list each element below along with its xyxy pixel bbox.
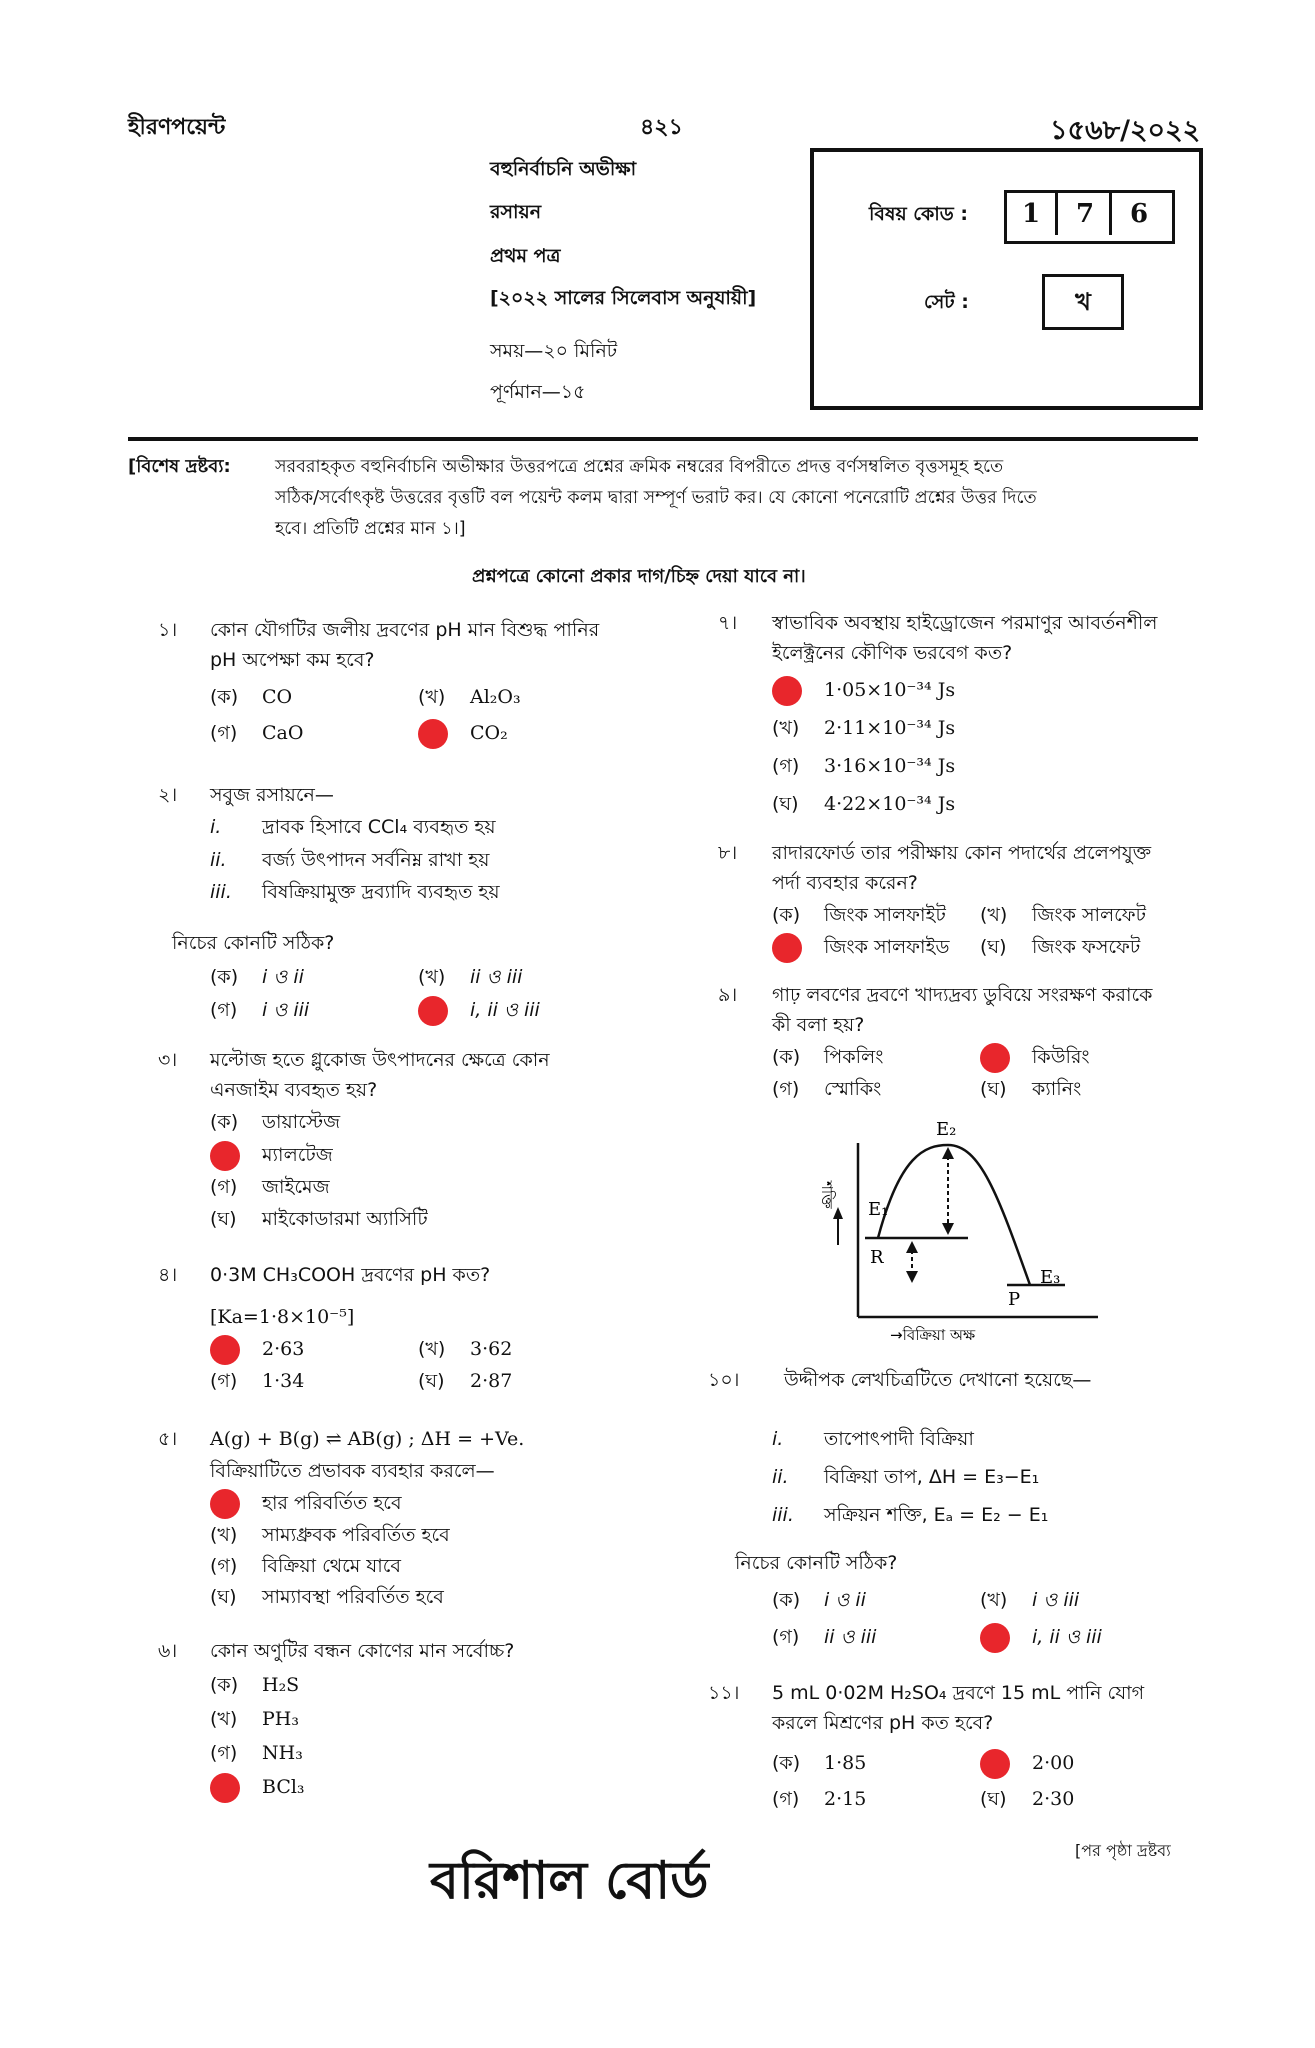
statement-text: সক্রিয়ন শক্তি, Eₐ = E₂ − E₁ bbox=[824, 1504, 1049, 1526]
option-b-answer[interactable] bbox=[980, 1042, 1090, 1073]
option-a[interactable] bbox=[772, 1042, 883, 1072]
note-text bbox=[275, 452, 1200, 545]
code-digit: 1 bbox=[1007, 193, 1058, 235]
option-d[interactable] bbox=[980, 932, 1140, 962]
reaction-curve bbox=[878, 1145, 1030, 1285]
option-a-answer[interactable] bbox=[772, 675, 955, 706]
statement-text: বিক্রিয়া তাপ, ΔH = E₃−E₁ bbox=[824, 1466, 1040, 1488]
code-digit: 6 bbox=[1129, 199, 1149, 229]
answer-dot bbox=[980, 1749, 1010, 1779]
option-a[interactable] bbox=[210, 1670, 299, 1700]
option-d-answer[interactable] bbox=[210, 1772, 305, 1803]
option-a-answer[interactable] bbox=[210, 1488, 402, 1519]
option-b[interactable] bbox=[980, 1585, 1079, 1615]
option-text: জাইমেজ bbox=[262, 1176, 330, 1198]
page-number: ৪২১ bbox=[640, 115, 683, 140]
option-label: (ক) bbox=[210, 1674, 239, 1696]
option-d[interactable] bbox=[210, 1582, 444, 1612]
option-text: i, ii ও iii bbox=[1032, 1626, 1102, 1648]
option-label: (ক) bbox=[210, 1111, 239, 1133]
e2-label: E₂ bbox=[936, 1119, 957, 1140]
option-text: 4·22×10⁻³⁴ Js bbox=[824, 793, 956, 815]
syllabus-note: [২০২২ সালের সিলেবাস অনুযায়ী] bbox=[490, 287, 757, 309]
option-text: 3·16×10⁻³⁴ Js bbox=[824, 755, 956, 777]
q-line: পর্দা ব্যবহার করেন? bbox=[772, 872, 918, 894]
option-c-answer[interactable] bbox=[772, 932, 949, 963]
statement-num: i. bbox=[210, 816, 222, 838]
option-b[interactable] bbox=[210, 1520, 450, 1550]
option-c[interactable] bbox=[210, 1172, 330, 1202]
statement-num: ii. bbox=[210, 849, 227, 871]
option-c[interactable] bbox=[772, 1622, 876, 1652]
option-label: (ঘ) bbox=[772, 793, 799, 815]
option-a[interactable] bbox=[210, 1107, 340, 1137]
question-number: ৬। bbox=[158, 1640, 178, 1662]
option-text: 2·30 bbox=[1032, 1788, 1075, 1810]
option-d[interactable] bbox=[210, 1204, 428, 1234]
q-line: রাদারফোর্ড তার পরীক্ষায় কোন পদার্থের প্রলেপযুক্ত bbox=[772, 842, 1152, 864]
note-line: সঠিক/সর্বোৎকৃষ্ট উত্তরের বৃত্তটি বল পয়েন্ট কলম দ্বারা সম্পূর্ণ ভরাট কর। যে কোনো পনেরোটি প্রশ্নের উত্তর দিতে bbox=[275, 488, 1037, 508]
statement-text: তাপোৎপাদী বিক্রিয়া bbox=[824, 1428, 974, 1450]
question-1 bbox=[158, 615, 678, 675]
answer-dot bbox=[418, 996, 448, 1026]
option-text: জিংক সালফাইট bbox=[824, 904, 946, 926]
answer-dot bbox=[980, 1623, 1010, 1653]
option-text: 1·34 bbox=[262, 1370, 305, 1392]
option-d[interactable] bbox=[418, 1366, 512, 1396]
question-text: উদ্দীপক লেখচিত্রটিতে দেখানো হয়েছে— bbox=[784, 1369, 1092, 1391]
q-line: 5 mL 0·02M H₂SO₄ দ্রবণে 15 mL পানি যোগ bbox=[772, 1682, 1145, 1704]
question-number: ১০। bbox=[708, 1369, 740, 1391]
question-3 bbox=[158, 1045, 678, 1105]
next-page-note: [পর পৃষ্ঠা দ্রষ্টব্য bbox=[1075, 1841, 1171, 1860]
note-label: [বিশেষ দ্রষ্টব্য: bbox=[128, 456, 231, 477]
option-label: (ক) bbox=[772, 904, 801, 926]
option-text: 2·00 bbox=[1032, 1752, 1075, 1774]
subject-code-box bbox=[810, 148, 1203, 410]
answer-dot bbox=[418, 719, 448, 749]
q-line: কী বলা হয়? bbox=[772, 1014, 865, 1036]
option-text: বিক্রিয়া থেমে যাবে bbox=[262, 1555, 401, 1577]
option-text: 2·87 bbox=[470, 1370, 513, 1392]
option-b[interactable] bbox=[418, 682, 521, 712]
option-text: i, ii ও iii bbox=[470, 999, 540, 1021]
option-text: i ও iii bbox=[262, 999, 310, 1021]
option-text: 2·15 bbox=[824, 1788, 867, 1810]
p-label: P bbox=[1008, 1289, 1021, 1310]
which-correct: নিচের কোনটি সঠিক? bbox=[172, 932, 335, 954]
option-text: BCl₃ bbox=[262, 1776, 305, 1798]
publisher-name: হীরণপয়েন্ট bbox=[128, 115, 226, 140]
option-b-answer[interactable] bbox=[980, 1748, 1074, 1779]
option-label: (ঘ) bbox=[418, 1370, 445, 1392]
full-marks: পূর্ণমান—১৫ bbox=[490, 381, 586, 403]
q-line: ইলেক্ট্রনের কৌণিক ভরবেগ কত? bbox=[772, 642, 1013, 664]
exam-code-year: ১৫৬৮/২০২২ bbox=[1050, 115, 1201, 146]
answer-dot bbox=[210, 1335, 240, 1365]
statement-text: দ্রাবক হিসাবে CCl₄ ব্যবহৃত হয় bbox=[262, 816, 496, 838]
answer-dot bbox=[772, 676, 802, 706]
question-8 bbox=[718, 838, 1218, 898]
equation: A(g) + B(g) ⇌ AB(g) ; ΔH = +Ve. bbox=[210, 1428, 525, 1450]
statement-text: বর্জ্য উৎপাদন সর্বনিম্ন রাখা হয় bbox=[262, 849, 490, 871]
option-d-answer[interactable] bbox=[980, 1622, 1102, 1653]
option-text: স্মোকিং bbox=[824, 1078, 882, 1100]
option-text: কিউরিং bbox=[1032, 1046, 1090, 1068]
option-label: (খ) bbox=[418, 966, 446, 988]
option-a[interactable] bbox=[772, 1748, 866, 1778]
question-11 bbox=[708, 1678, 1228, 1738]
option-c[interactable] bbox=[210, 1738, 303, 1768]
option-text: H₂S bbox=[262, 1674, 300, 1696]
option-label: (খ) bbox=[210, 1708, 238, 1730]
option-label: (ক) bbox=[772, 1752, 801, 1774]
subject-name: রসায়ন bbox=[490, 201, 542, 223]
x-label: →বিক্রিয়া অক্ষ bbox=[890, 1326, 976, 1344]
question-number: ১। bbox=[158, 619, 178, 641]
option-a[interactable] bbox=[772, 900, 946, 930]
option-label: (খ) bbox=[980, 904, 1008, 926]
option-text: CO₂ bbox=[470, 722, 508, 744]
option-text: 2·11×10⁻³⁴ Js bbox=[824, 717, 956, 739]
q-line: কোন যৌগটির জলীয় দ্রবণের pH মান বিশুদ্ধ পানির bbox=[210, 619, 600, 641]
r-label: R bbox=[870, 1247, 884, 1268]
option-b[interactable] bbox=[980, 900, 1146, 930]
q-line: pH অপেক্ষা কম হবে? bbox=[210, 649, 375, 671]
option-text: ডায়াস্টেজ bbox=[262, 1111, 341, 1133]
exam-time: সময়—২০ মিনিট bbox=[490, 340, 618, 362]
option-text: ii ও iii bbox=[824, 1626, 877, 1648]
question-number: ২। bbox=[158, 784, 178, 806]
option-c[interactable] bbox=[772, 1074, 881, 1104]
q-line: গাঢ় লবণের দ্রবণে খাদ্যদ্রব্য ডুবিয়ে সংরক্ষণ করাকে bbox=[772, 984, 1153, 1006]
option-label: (খ) bbox=[418, 1338, 446, 1360]
q-line: এনজাইম ব্যবহৃত হয়? bbox=[210, 1079, 378, 1101]
ka-value: [Ka=1·8×10⁻⁵] bbox=[210, 1306, 355, 1328]
warning-text: প্রশ্নপত্রে কোনো প্রকার দাগ/চিহ্ন দেয়া যাবে না। bbox=[472, 566, 806, 587]
option-d[interactable] bbox=[980, 1074, 1081, 1104]
answer-dot bbox=[980, 1043, 1010, 1073]
option-b[interactable] bbox=[772, 713, 955, 743]
option-text: NH₃ bbox=[262, 1742, 303, 1764]
energy-diagram bbox=[820, 1115, 1100, 1345]
question-text bbox=[210, 1045, 550, 1105]
option-label: (খ) bbox=[772, 717, 800, 739]
question-9 bbox=[718, 980, 1218, 1040]
option-label: (ক) bbox=[210, 966, 239, 988]
option-a-answer[interactable] bbox=[210, 1334, 304, 1365]
option-d-answer[interactable] bbox=[418, 995, 540, 1026]
option-label: (ঘ) bbox=[210, 1586, 237, 1608]
option-text: Al₂O₃ bbox=[470, 686, 521, 708]
question-number: ৭। bbox=[718, 612, 738, 634]
option-d-answer[interactable] bbox=[418, 718, 508, 749]
option-b[interactable] bbox=[418, 1334, 512, 1364]
option-a[interactable] bbox=[210, 962, 304, 992]
option-text: 1·05×10⁻³⁴ Js bbox=[824, 679, 956, 701]
option-c[interactable] bbox=[210, 995, 309, 1025]
option-text: i ও ii bbox=[262, 966, 304, 988]
exam-type: বহুনির্বাচনি অভীক্ষা bbox=[490, 158, 637, 180]
statement-text: বিষক্রিয়ামুক্ত দ্রব্যাদি ব্যবহৃত হয় bbox=[262, 881, 500, 903]
subject-code-cells bbox=[1004, 190, 1175, 244]
q-line: করলে মিশ্রণের pH কত হবে? bbox=[772, 1712, 994, 1734]
question-number: ৫। bbox=[158, 1428, 178, 1450]
statement-num: iii. bbox=[210, 881, 232, 903]
question-number: ৩। bbox=[158, 1049, 178, 1071]
arrow-head bbox=[906, 1271, 918, 1283]
option-text: জিংক সালফাইড bbox=[824, 936, 950, 958]
option-c[interactable] bbox=[210, 718, 303, 748]
arrow-head bbox=[906, 1241, 918, 1253]
option-d[interactable] bbox=[772, 789, 955, 819]
option-text: 1·85 bbox=[824, 1752, 867, 1774]
subject-code-label: বিষয় কোড : bbox=[869, 203, 969, 225]
set-value: খ bbox=[1042, 274, 1124, 330]
option-text: হার পরিবর্তিত হবে bbox=[262, 1492, 402, 1514]
question-text: বিক্রিয়াটিতে প্রভাবক ব্যবহার করলে— bbox=[210, 1460, 495, 1482]
option-text: 2·63 bbox=[262, 1338, 305, 1360]
option-label: (ক) bbox=[210, 686, 239, 708]
y-label: শক্তি bbox=[818, 1181, 836, 1209]
question-number: ৮। bbox=[718, 842, 738, 864]
board-name: বরিশাল বোর্ড bbox=[430, 1851, 709, 1911]
arrow-head bbox=[942, 1223, 954, 1235]
note-line: হবে। প্রতিটি প্রশ্নের মান ১।] bbox=[275, 519, 466, 539]
statement-num: i. bbox=[772, 1428, 784, 1450]
answer-dot bbox=[210, 1489, 240, 1519]
answer-dot bbox=[210, 1141, 240, 1171]
answer-dot bbox=[210, 1773, 240, 1803]
option-text: সাম্যাবস্থা পরিবর্তিত হবে bbox=[262, 1586, 444, 1608]
option-text: 3·62 bbox=[470, 1338, 513, 1360]
option-b-answer[interactable] bbox=[210, 1140, 333, 1171]
question-number: ৯। bbox=[718, 984, 738, 1006]
option-text: পিকলিং bbox=[824, 1046, 884, 1068]
option-c[interactable] bbox=[772, 1784, 866, 1814]
option-b[interactable] bbox=[418, 962, 522, 992]
question-number: ৪। bbox=[158, 1264, 178, 1286]
question-text: 0·3M CH₃COOH দ্রবণের pH কত? bbox=[210, 1264, 491, 1286]
option-text: PH₃ bbox=[262, 1708, 299, 1730]
option-label: (ঘ) bbox=[980, 936, 1007, 958]
option-label: (গ) bbox=[210, 1555, 238, 1577]
option-label: (গ) bbox=[210, 722, 238, 744]
question-text bbox=[210, 615, 599, 675]
option-label: (গ) bbox=[772, 1788, 800, 1810]
option-label: (গ) bbox=[210, 1370, 238, 1392]
code-digit: 7 bbox=[1061, 193, 1112, 235]
option-label: (গ) bbox=[210, 1176, 238, 1198]
option-text: CaO bbox=[262, 722, 304, 744]
option-label: (খ) bbox=[210, 1524, 238, 1546]
option-label: (গ) bbox=[772, 1078, 800, 1100]
option-c[interactable] bbox=[772, 751, 955, 781]
question-text bbox=[772, 980, 1152, 1040]
set-label: সেট : bbox=[924, 291, 969, 313]
option-text: মাইকোডারমা অ্যাসিটি bbox=[262, 1208, 428, 1230]
option-text: CO bbox=[262, 686, 293, 708]
option-label: (ক) bbox=[772, 1589, 801, 1611]
paper-name: প্রথম পত্র bbox=[490, 245, 561, 267]
question-text: কোন অণুটির বন্ধন কোণের মান সর্বোচ্চ? bbox=[210, 1640, 515, 1662]
option-label: (ঘ) bbox=[980, 1788, 1007, 1810]
note-line: সরবরাহকৃত বহুনির্বাচনি অভীক্ষার উত্তরপত্রে প্রশ্নের ক্রমিক নম্বরের বিপরীতে প্রদত্ত বর্ণসম্বলিত বৃত্তসমূহ হতে bbox=[275, 457, 1004, 477]
option-label: (ঘ) bbox=[980, 1078, 1007, 1100]
option-label: (খ) bbox=[418, 686, 446, 708]
option-a[interactable] bbox=[210, 682, 292, 712]
option-c[interactable] bbox=[210, 1551, 401, 1581]
statement-num: iii. bbox=[772, 1504, 794, 1526]
which-correct: নিচের কোনটি সঠিক? bbox=[735, 1552, 898, 1574]
answer-dot bbox=[772, 933, 802, 963]
question-number: ১১। bbox=[708, 1682, 740, 1704]
arrow-head bbox=[833, 1207, 843, 1219]
q-line: স্বাভাবিক অবস্থায় হাইড্রোজেন পরমাণুর আবর্তনশীল bbox=[772, 612, 1158, 634]
option-c[interactable] bbox=[210, 1366, 304, 1396]
statement-num: ii. bbox=[772, 1466, 789, 1488]
option-text: ম্যালটেজ bbox=[262, 1144, 333, 1166]
option-d[interactable] bbox=[980, 1784, 1074, 1814]
option-text: সাম্যধ্রুবক পরিবর্তিত হবে bbox=[262, 1524, 450, 1546]
option-label: (গ) bbox=[772, 1626, 800, 1648]
option-text: i ও ii bbox=[824, 1589, 866, 1611]
question-text bbox=[772, 1678, 1144, 1738]
question-text: সবুজ রসায়নে— bbox=[210, 784, 334, 806]
e3-label: E₃ bbox=[1040, 1267, 1061, 1288]
q-line: মল্টোজ হতে গ্লুকোজ উৎপাদনের ক্ষেত্রে কোন bbox=[210, 1049, 550, 1071]
option-label: (গ) bbox=[772, 755, 800, 777]
e1-label: E₁ bbox=[868, 1199, 889, 1220]
option-text: জিংক সালফেট bbox=[1032, 904, 1147, 926]
question-text bbox=[772, 838, 1151, 898]
arrow-head bbox=[942, 1147, 954, 1159]
option-text: জিংক ফসফেট bbox=[1032, 936, 1141, 958]
option-label: (গ) bbox=[210, 1742, 238, 1764]
option-text: i ও iii bbox=[1032, 1589, 1080, 1611]
question-text bbox=[772, 608, 1157, 668]
header-rule bbox=[128, 437, 1198, 441]
option-label: (ক) bbox=[772, 1046, 801, 1068]
option-a[interactable] bbox=[772, 1585, 866, 1615]
option-text: ক্যানিং bbox=[1032, 1078, 1082, 1100]
option-text: ii ও iii bbox=[470, 966, 523, 988]
option-b[interactable] bbox=[210, 1704, 299, 1734]
option-label: (ঘ) bbox=[210, 1208, 237, 1230]
question-7 bbox=[718, 608, 1218, 668]
option-label: (গ) bbox=[210, 999, 238, 1021]
option-label: (খ) bbox=[980, 1589, 1008, 1611]
